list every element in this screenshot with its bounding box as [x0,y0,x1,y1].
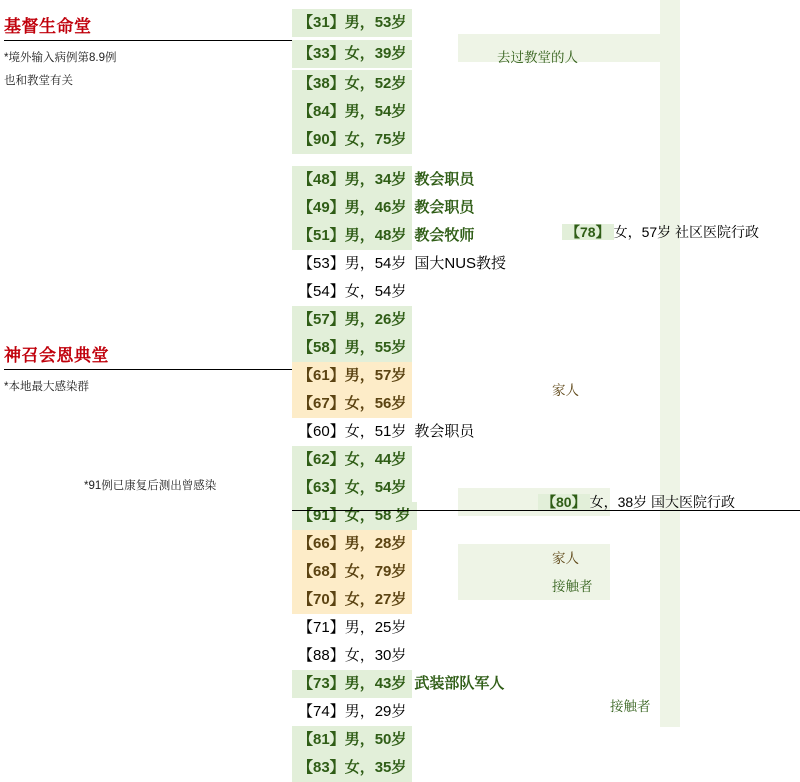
side-case-tag: 【78】 [562,224,614,240]
case-extra: 国大NUS教授 [414,255,507,272]
cluster-title-2: 神召会恩典堂 [4,346,109,365]
case-label: 【60】女，51岁 [298,423,407,440]
case-label: 【74】男，29岁 [298,703,407,720]
band-note-family-1: 家人 [552,383,579,398]
side-case-text: 女，57岁 社区医院行政 [613,224,760,240]
case-row [292,166,474,194]
case-label: 【91】女，58 岁 [292,502,417,530]
case-row [292,614,412,642]
case-label: 【84】男，54岁 [292,98,412,126]
case-extra: 教会职员 [414,171,475,188]
band-note-family-2: 家人 [552,551,579,566]
cluster-note-1a: *境外输入病例第8.9例 [4,52,117,64]
case-label: 【31】男，53岁 [292,9,412,37]
case-label: 【73】男，43岁 [292,670,412,698]
case-label: 【33】女，39岁 [292,40,412,68]
case-label: 【70】女，27岁 [292,586,412,614]
case-row [292,9,412,37]
case-extra: 教会职员 [414,199,475,216]
case-row [292,40,412,68]
case-label: 【68】女，79岁 [292,558,412,586]
cluster-note-2-side: *91例已康复后测出曾感染 [84,480,217,492]
case-row [292,586,412,614]
side-case-tag: 【80】 [538,494,590,510]
cluster-rule-2 [4,369,292,370]
case-row [292,70,412,98]
case-label: 【54】女，54岁 [298,283,407,300]
case-row [292,558,412,586]
cluster-note-1b: 也和教堂有关 [4,75,73,87]
case-row [292,250,506,278]
case-label: 【53】男，54岁 [298,255,407,272]
case-row [292,390,412,418]
case-label: 【61】男，57岁 [292,362,412,390]
case-label: 【62】女，44岁 [292,446,412,474]
case-label: 【88】女，30岁 [298,647,407,664]
cluster1-band-label: 去过教堂的人 [497,50,578,65]
side-case-80-rule [292,510,800,511]
case-row [292,502,417,530]
case-label: 【90】女，75岁 [292,126,412,154]
cluster-note-2a: *本地最大感染群 [4,381,89,393]
band-note-contact-2: 接触者 [610,699,651,714]
case-label: 【71】男，25岁 [298,619,407,636]
case-row [292,334,412,362]
case-row [292,222,474,250]
case-row [292,362,412,390]
case-row [292,474,412,502]
case-extra: 教会职员 [414,423,475,440]
case-label: 【58】男，55岁 [292,334,412,362]
case-label: 【51】男，48岁 [292,222,412,250]
side-case-80 [538,492,735,512]
case-row [292,194,474,222]
case-row [292,670,504,698]
case-label: 【49】男，46岁 [292,194,412,222]
case-row [292,754,412,782]
side-case-text: 女，38岁 国大医院行政 [589,494,736,510]
cluster2-band [660,0,680,727]
case-label: 【83】女，35岁 [292,754,412,782]
case-row [292,726,412,754]
case-extra: 教会牧师 [414,227,475,244]
case-label: 【63】女，54岁 [292,474,412,502]
case-label: 【66】男，28岁 [292,530,412,558]
case-row [292,306,412,334]
case-row [292,446,412,474]
band-note-contact-1: 接触者 [552,579,593,594]
case-row [292,698,412,726]
case-label: 【67】女，56岁 [292,390,412,418]
case-label: 【81】男，50岁 [292,726,412,754]
case-row [292,642,412,670]
case-row [292,126,412,154]
case-row [292,278,412,306]
case-label: 【48】男，34岁 [292,166,412,194]
cluster-rule-1 [4,40,292,41]
side-case-78 [562,222,759,242]
case-label: 【38】女，52岁 [292,70,412,98]
case-row [292,418,474,446]
cluster-title-1: 基督生命堂 [4,17,92,36]
case-extra: 武装部队军人 [414,675,505,692]
case-row [292,98,412,126]
cluster2-row-band [458,544,610,572]
case-row [292,530,412,558]
case-label: 【57】男，26岁 [292,306,412,334]
